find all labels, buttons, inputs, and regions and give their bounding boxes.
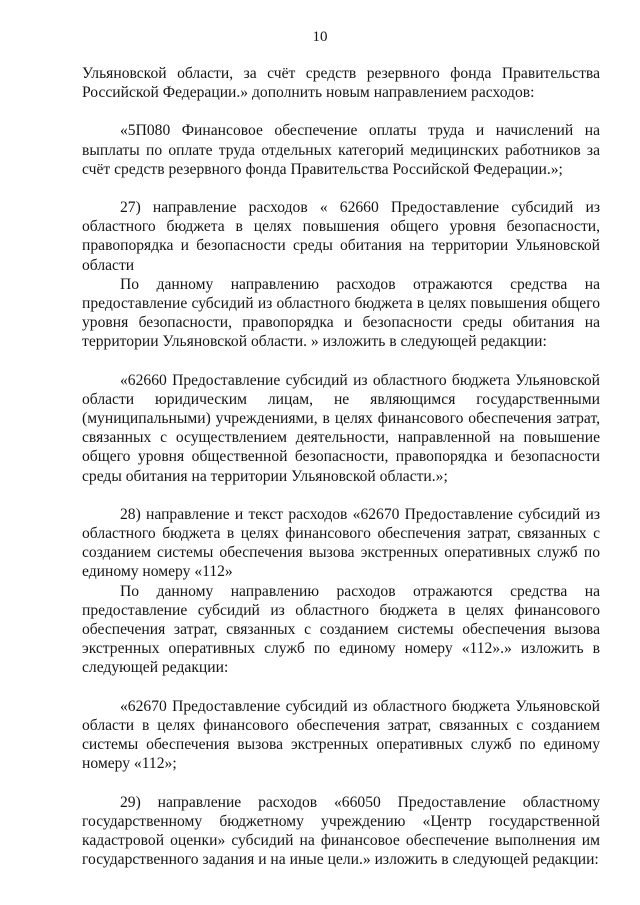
paragraph-item-27-description: По данному направлению расходов отражаются средства на предоставление субсидий из областного бюджета в целях повышения общего уровня безопасности, правопорядка и безопасности среды обитания на территории Ульяновской области. » изложить в следующей редакции:	[82, 275, 600, 351]
paragraph-intro: Ульяновской области, за счёт средств резервного фонда Правительства Российской Федерации.» дополнить новым направлением расходов:	[82, 65, 600, 102]
paragraph-item-27: 27) направление расходов « 62660 Предоставление субсидий из областного бюджета в целях повышения общего уровня безопасности, правопорядка и безопасности среды обитания на территории Ульяновской области	[82, 199, 600, 274]
paragraph-item-28-description: По данному направлению расходов отражаются средства на предоставление субсидий из областного бюджета в целях финансового обеспечения затрат, связанных с созданием системы обеспечения вызова экстренных оперативных служб по единому номеру «112».» изложить в следующей редакции:	[82, 582, 600, 677]
paragraph-item-28: 28) направление и текст расходов «62670 Предоставление субсидий из областного бюджета в целях финансового обеспечения затрат, связанных с созданием системы обеспечения вызова экстренных оперативных служб по единому номеру «112»	[82, 505, 600, 581]
paragraph-62660-definition: «62660 Предоставление субсидий из областного бюджета Ульяновской области юридическим лицам, не являющимся государственными (муниципальными) учреждениями, в целях финансового обеспечения затрат, связанных с осуществлением деятельности, направленной на повышение общего уровня общественной безопасности, правопорядка и безопасности среды обитания на территории Ульяновской области.»;	[82, 371, 600, 485]
paragraph-62670-definition: «62670 Предоставление субсидий из областного бюджета Ульяновской области в целях финансового обеспечения затрат, связанных с созданием системы обеспечения вызова экстренных оперативных служб по единому номеру «112»;	[82, 697, 600, 773]
page-number: 10	[312, 29, 328, 45]
paragraph-item-29: 29) направление расходов «66050 Предоставление областному государственному бюджетному учреждению «Центр государственной кадастровой оценки» субсидий на финансовое обеспечение выполнения им государственного задания и на иные цели.» изложить в следующей редакции:	[82, 793, 600, 869]
paragraph-5p080-definition: «5П080 Финансовое обеспечение оплаты труда и начислений на выплаты по оплате труда отдельных категорий медицинских работников за счёт средств резервного фонда Правительства Российской Федерации.»;	[82, 122, 600, 178]
document-body	[82, 64, 600, 869]
